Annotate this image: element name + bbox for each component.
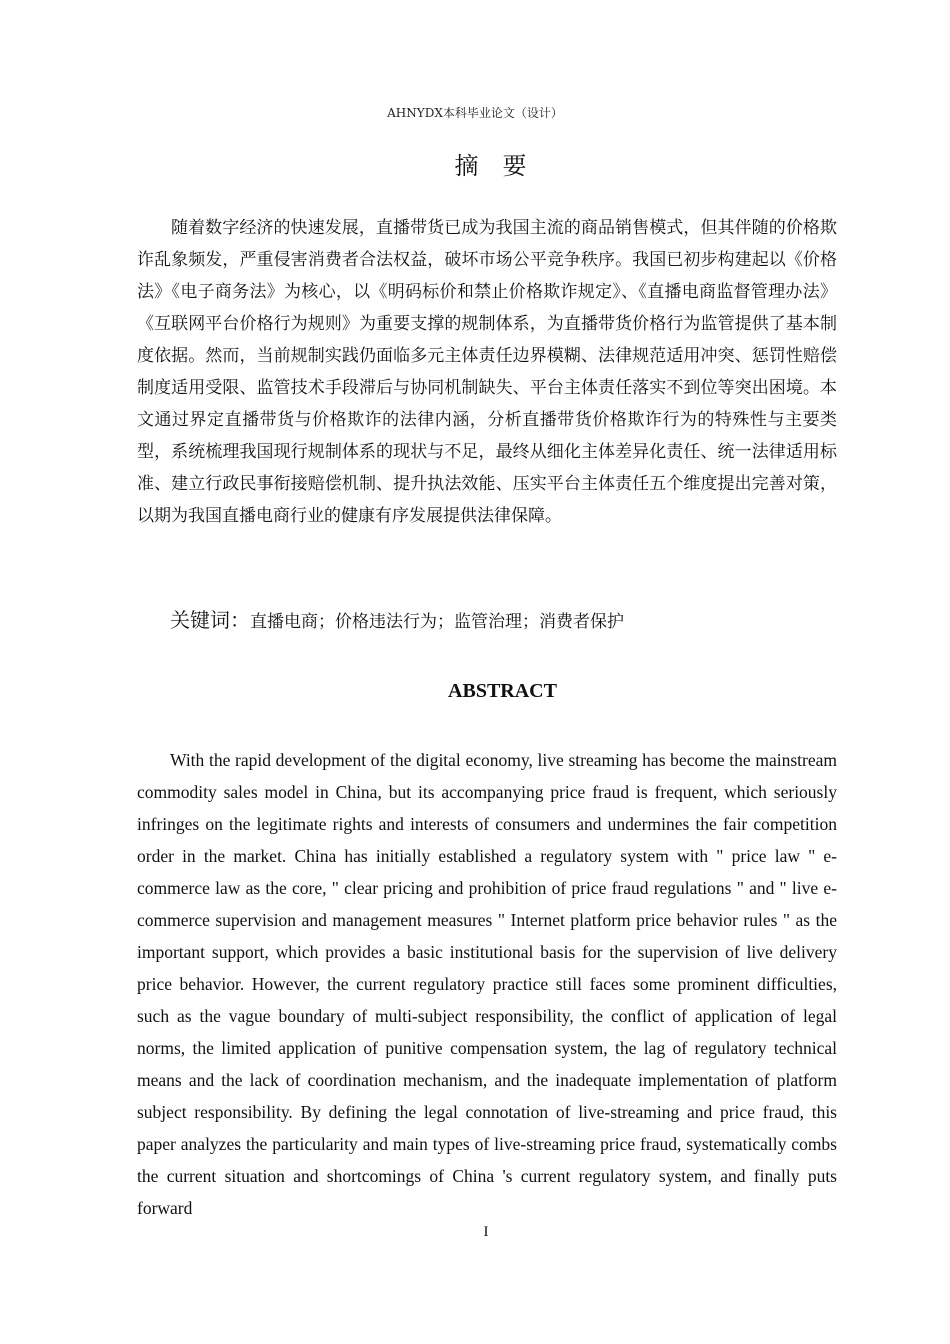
chinese-abstract-title: 摘要 (454, 152, 551, 180)
english-abstract-title: ABSTRACT (448, 680, 557, 702)
keywords-label: 关键词： (170, 608, 250, 632)
chinese-abstract-body: 随着数字经济的快速发展，直播带货已成为我国主流的商品销售模式，但其伴随的价格欺诈乱象频发，严重侵害消费者合法权益，破坏市场公平竞争秩序。我国已初步构建起以《价格法》《电子商务法》为核心，以《明码标价和禁止价格欺诈规定》、《直播电商监督管理办法》《互联网平台价格行为规则》为重要支撑的规制体系，为直播带货价格行为监管提供了基本制度依据。然而，当前规制实践仍面临多元主体责任边界模糊、法律规范适用冲突、惩罚性赔偿制度适用受限、监管技术手段滞后与协同机制缺失、平台主体责任落实不到位等突出困境。本文通过界定直播带货与价格欺诈的法律内涵，分析直播带货价格欺诈行为的特殊性与主要类型，系统梳理我国现行规制体系的现状与不足，最终从细化主体差异化责任、统一法律适用标准、建立行政民事衔接赔偿机制、提升执法效能、压实平台主体责任五个维度提出完善对策，以期为我国直播电商行业的健康有序发展提供法律保障。 (137, 218, 837, 526)
keywords-line (170, 604, 850, 638)
page-header: AHNYDX本科毕业论文（设计） (387, 106, 563, 120)
page-number: I (483, 1224, 489, 1240)
english-abstract-body: With the rapid development of the digital economy, live streaming has become the mainstream commodity sales model in China, but its accompanying price fraud is frequent, which seriously infringes on the legitimate rights and interests of consumers and undermines the fair competition order in the market. China has initially established a regulatory system with " price law " e-commerce law as the core, " clear pricing and prohibition of price fraud regulations " and " live e-commerce supervision and management measures " Internet platform price behavior rules " as the important support, which provides a basic institutional basis for the supervision of live delivery price behavior. However, the current regulatory practice still faces some prominent difficulties, such as the vague boundary of multi-subject responsibility, the conflict of application of legal norms, the limited application of punitive compensation system, the lag of regulatory technical means and the lack of coordination mechanism, and the inadequate implementation of platform subject responsibility. By defining the legal connotation of live-streaming and price fraud, this paper analyzes the particularity and main types of live-streaming price fraud, systematically combs the current situation and shortcomings of China 's current regulatory system, and finally puts forward (137, 750, 837, 1218)
keywords-value: 直播电商；价格违法行为；监管治理；消费者保护 (250, 612, 624, 632)
